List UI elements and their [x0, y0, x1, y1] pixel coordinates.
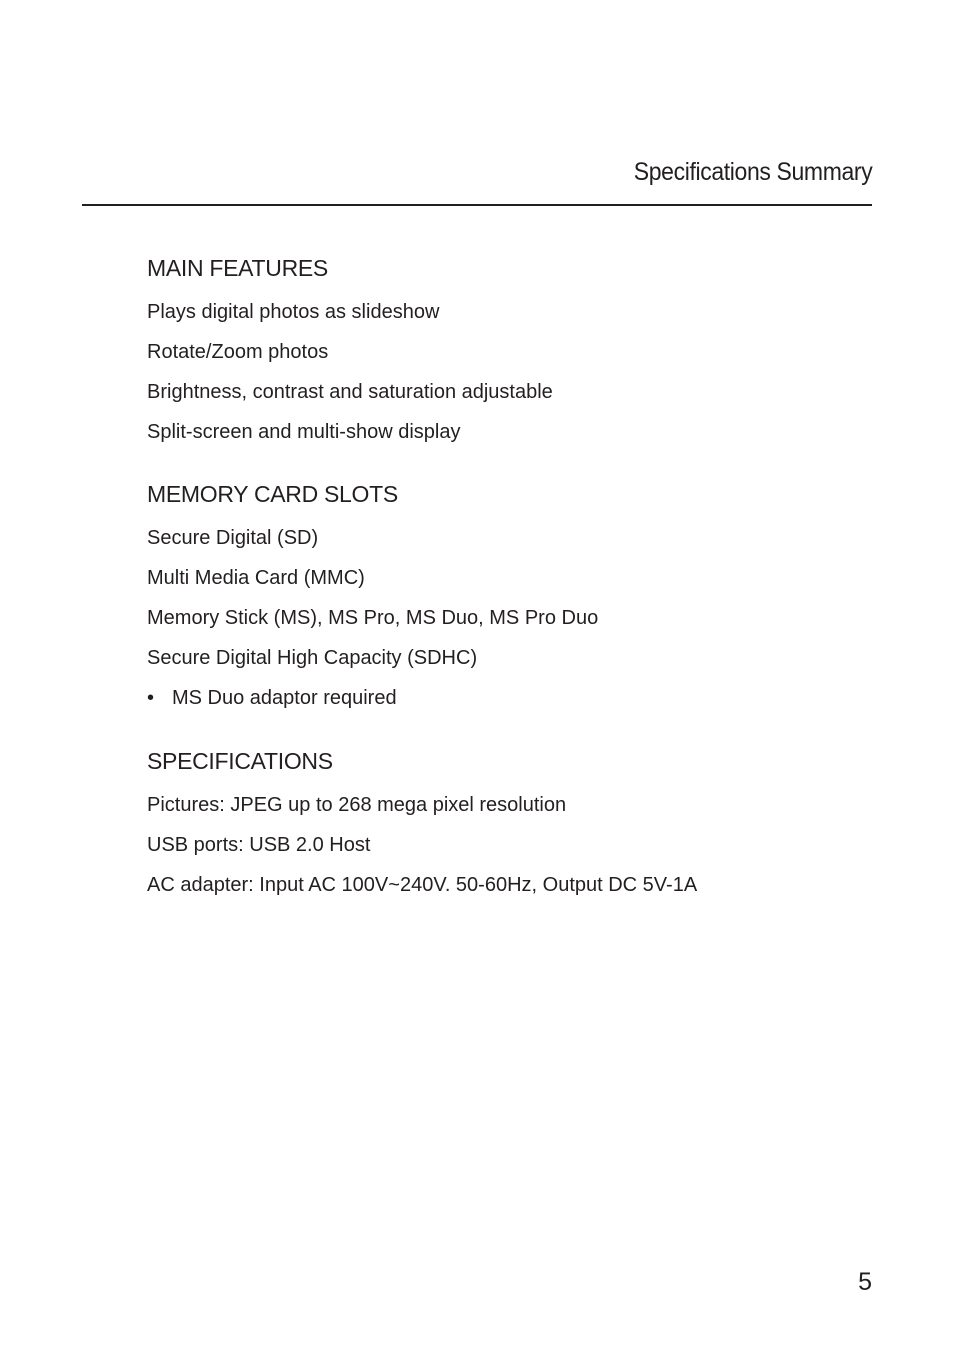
bullet-note	[147, 683, 847, 723]
card-slot-item: Secure Digital High Capacity (SDHC)	[147, 647, 478, 669]
page-number: 5	[858, 1268, 872, 1296]
card-slot-item: Multi Media Card (MMC)	[147, 567, 365, 589]
feature-item: Brightness, contrast and saturation adjustable	[147, 381, 553, 403]
bullet-note-text: MS Duo adaptor required	[172, 687, 397, 709]
card-slot-item: Memory Stick (MS), MS Pro, MS Duo, MS Pro Duo	[147, 607, 599, 629]
spec-item: Pictures: JPEG up to 268 mega pixel resolution	[147, 794, 567, 816]
spec-item: AC adapter: Input AC 100V~240V. 50-60Hz, Output DC 5V-1A	[147, 874, 698, 896]
card-slot-item: Secure Digital (SD)	[147, 527, 319, 549]
page-header-title: Specifications Summary	[633, 158, 872, 186]
feature-item: Plays digital photos as slideshow	[147, 301, 440, 323]
bullet-dot-icon: •	[147, 687, 155, 709]
section-heading: MEMORY CARD SLOTS	[147, 481, 398, 507]
header-divider	[82, 204, 872, 206]
section-heading: MAIN FEATURES	[147, 255, 328, 281]
section-heading: SPECIFICATIONS	[147, 748, 333, 774]
section-memory-card-slots	[147, 480, 847, 723]
feature-item: Rotate/Zoom photos	[147, 341, 329, 363]
feature-item: Split-screen and multi-show display	[147, 421, 461, 443]
section-main-features	[147, 254, 847, 457]
spec-item: USB ports: USB 2.0 Host	[147, 834, 371, 856]
section-specifications	[147, 747, 847, 910]
